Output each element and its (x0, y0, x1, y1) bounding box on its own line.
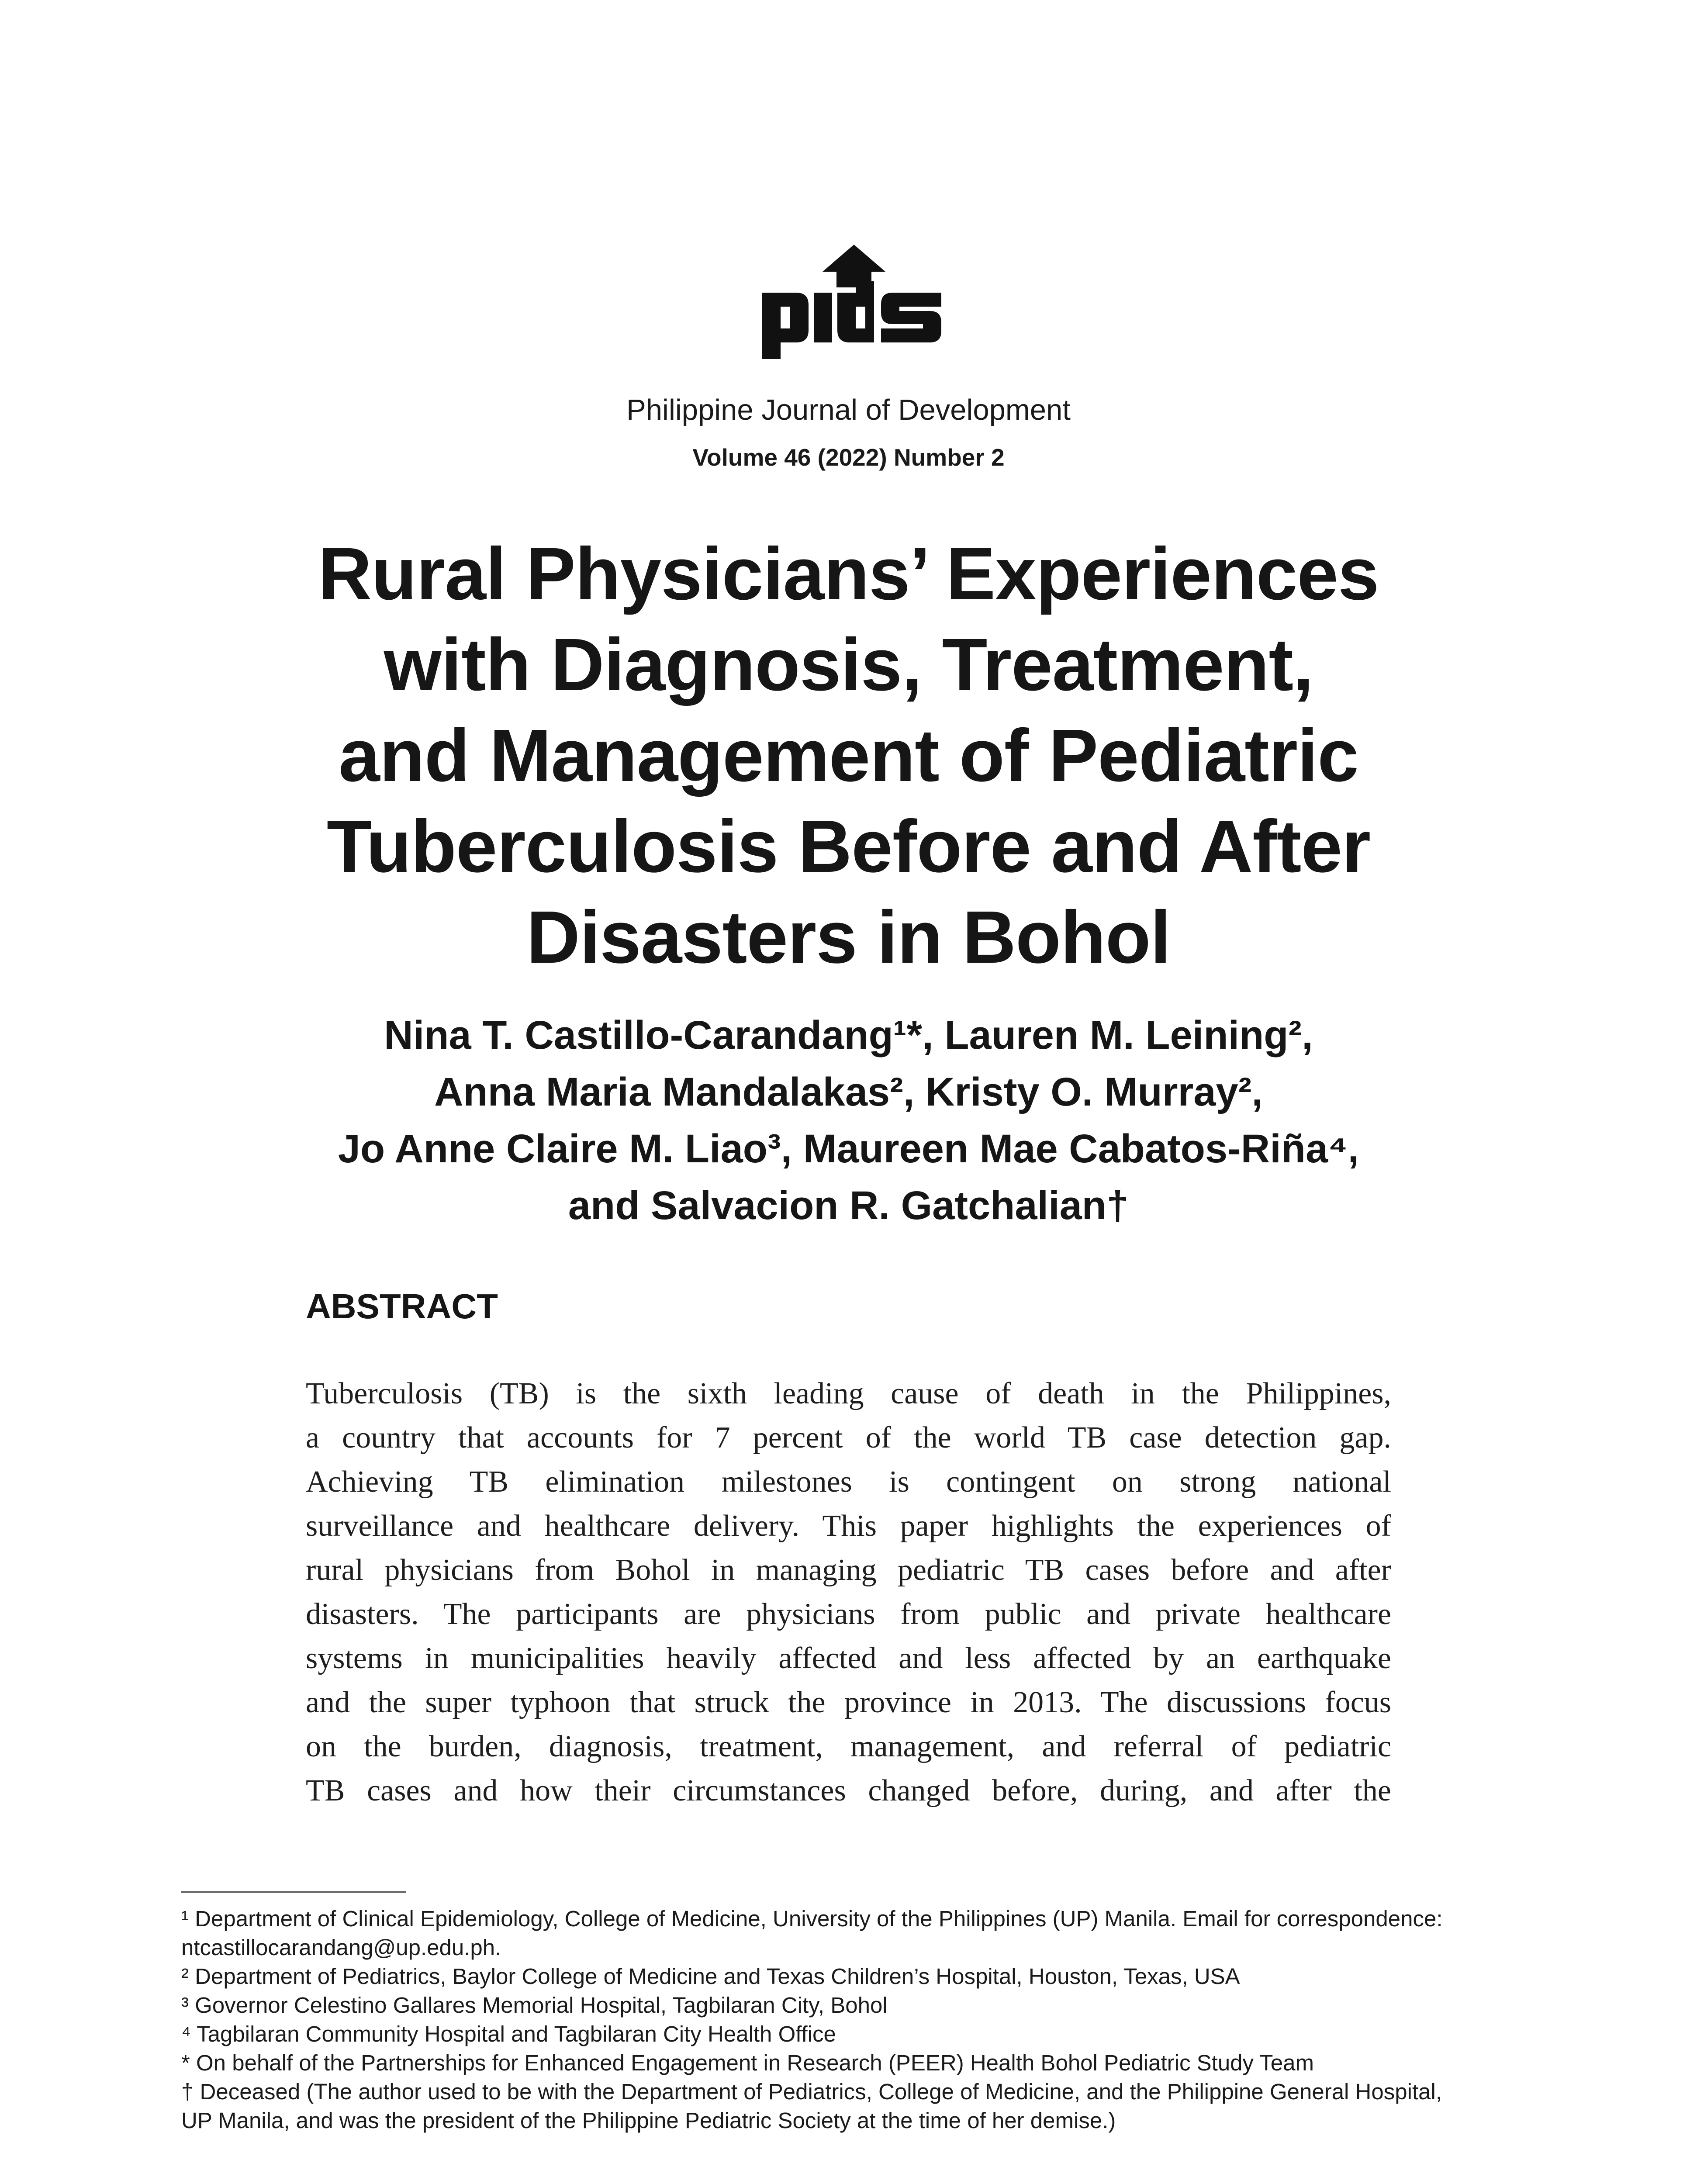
footnote-line: UP Manila, and was the president of the Philippine Pediatric Society at the time of her demise.) (181, 2108, 1116, 2133)
title-line: Disasters in Bohol (526, 896, 1171, 979)
paper-title (262, 529, 1435, 983)
abstract-line: rural physicians from Bohol in managing pediatric TB cases before and after (306, 1553, 1391, 1587)
footnote-email[interactable]: ntcastillocarandang@up.edu.ph. (181, 1935, 501, 1960)
abstract-heading: ABSTRACT (306, 1287, 498, 1326)
abstract-line: a country that accounts for 7 percent of the world TB case detection gap. (306, 1421, 1391, 1455)
pids-logo-icon (762, 245, 946, 363)
author-line: Anna Maria Mandalakas², Kristy O. Murray², (434, 1070, 1263, 1114)
title-line: with Diagnosis, Treatment, (384, 623, 1313, 706)
author-list (245, 1007, 1452, 1234)
author-line: Nina T. Castillo-Carandang¹*, Lauren M. Leining², (384, 1013, 1313, 1057)
abstract-line: Achieving TB elimination milestones is contingent on strong national (306, 1465, 1391, 1499)
title-line: Rural Physicians’ Experiences (318, 532, 1379, 615)
author-line: and Salvacion R. Gatchalian† (568, 1183, 1129, 1228)
title-line: Tuberculosis Before and After (326, 805, 1371, 888)
abstract-line: on the burden, diagnosis, treatment, management, and referral of pediatric (306, 1730, 1391, 1763)
footnote-line: ⁴ Tagbilaran Community Hospital and Tagbilaran City Health Office (181, 2022, 836, 2046)
footnote-line: ¹ Department of Clinical Epidemiology, College of Medicine, University of the Philippines (UP) Manila. Email for correspondence: (181, 1906, 1443, 1931)
footnote-line: ² Department of Pediatrics, Baylor College of Medicine and Texas Children’s Hospital, Houston, Texas, USA (181, 1964, 1240, 1989)
title-line: and Management of Pediatric (339, 714, 1358, 797)
abstract-line: and the super typhoon that struck the province in 2013. The discussions focus (306, 1686, 1391, 1719)
footnotes (181, 1904, 1518, 2135)
abstract-line: disasters. The participants are physicians from public and private healthcare (306, 1597, 1391, 1631)
journal-name: Philippine Journal of Development (626, 394, 1071, 426)
footnote-line: ³ Governor Celestino Gallares Memorial Hospital, Tagbilaran City, Bohol (181, 1993, 888, 2018)
abstract-line: Tuberculosis (TB) is the sixth leading cause of death in the Philippines, (306, 1377, 1391, 1410)
footnote-line: * On behalf of the Partnerships for Enhanced Engagement in Research (PEER) Health Bohol Pediatric Study Team (181, 2050, 1314, 2075)
footnote-line: † Deceased (The author used to be with the Department of Pediatrics, College of Medicine, and the Philippine General Hospital, (181, 2079, 1442, 2104)
journal-issue: Volume 46 (2022) Number 2 (692, 444, 1005, 471)
abstract-body (306, 1372, 1391, 1813)
author-line: Jo Anne Claire M. Liao³, Maureen Mae Cabatos-Riña⁴, (338, 1127, 1359, 1171)
abstract-line: TB cases and how their circumstances changed before, during, and after the (306, 1774, 1391, 1807)
footnote-divider (181, 1891, 406, 1893)
abstract-line: systems in municipalities heavily affected and less affected by an earthquake (306, 1641, 1391, 1675)
abstract-line: surveillance and healthcare delivery. This paper highlights the experiences of (306, 1509, 1391, 1543)
